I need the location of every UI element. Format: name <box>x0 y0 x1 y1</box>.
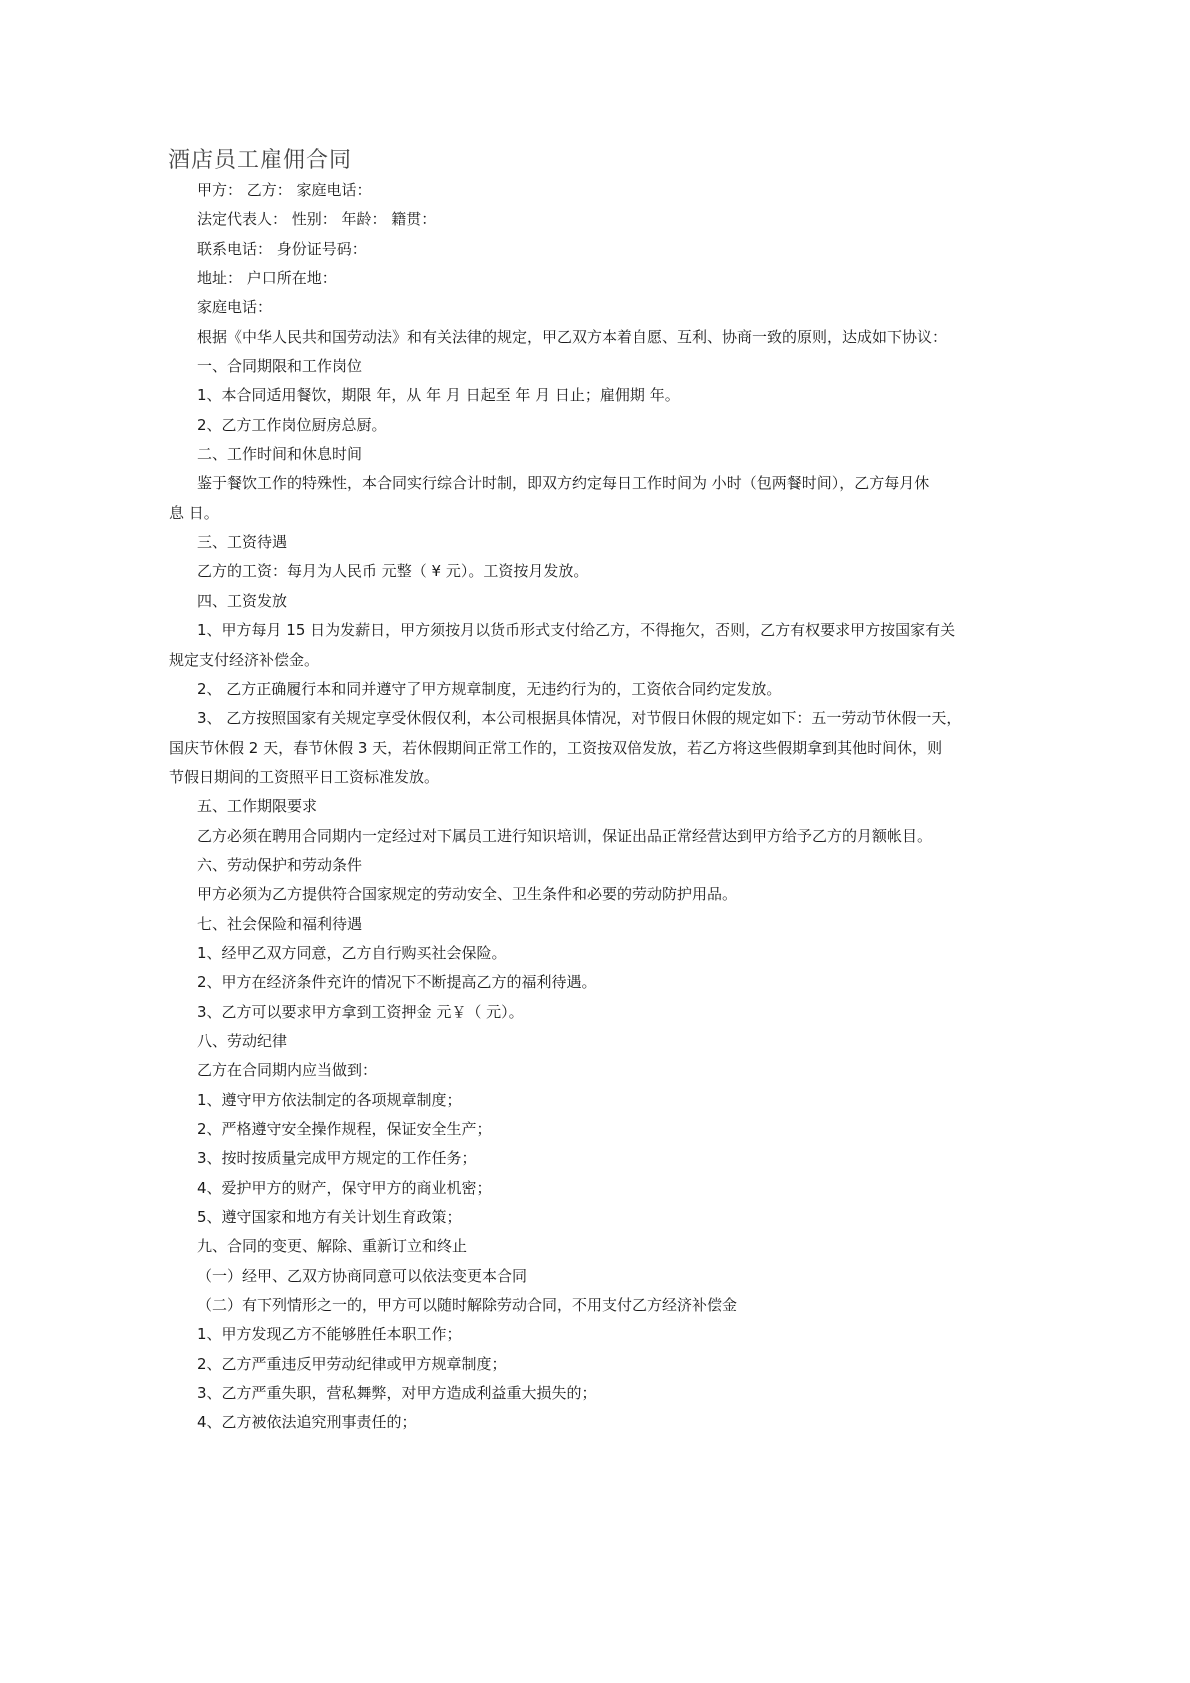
paragraph-line: 节假日期间的工资照平日工资标准发放。 <box>169 767 440 786</box>
paragraph-line: 1、遵守甲方依法制定的各项规章制度； <box>197 1090 462 1109</box>
paragraph-line: 联系电话： 身份证号码： <box>197 239 367 258</box>
paragraph-line: 九、合同的变更、解除、重新订立和终止 <box>197 1237 468 1256</box>
paragraph-line: 1、经甲乙双方同意，乙方自行购买社会保险。 <box>197 943 507 962</box>
paragraph-line: 甲方必须为乙方提供符合国家规定的劳动安全、卫生条件和必要的劳动防护用品。 <box>197 885 738 904</box>
paragraph-line: 1、甲方每月 15 日为发薪日，甲方须按月以货币形式支付给乙方，不得拖欠，否则，乙方有权要求甲方按国家有关 <box>197 621 956 640</box>
document-body <box>169 176 1029 1438</box>
paragraph-line: 2、 乙方正确履行本和同并遵守了甲方规章制度，无违约行为的，工资依合同约定发放。 <box>197 679 782 698</box>
paragraph-line: 2、甲方在经济条件充许的情况下不断提高乙方的福利待遇。 <box>197 973 597 992</box>
paragraph-line: 一、合同期限和工作岗位 <box>197 357 363 376</box>
paragraph-line: 地址： 户口所在地： <box>197 269 337 288</box>
paragraph-line: 1、本合同适用餐饮，期限 年，从 年 月 日起至 年 月 日止；雇佣期 年。 <box>197 386 680 405</box>
paragraph-line: 2、乙方工作岗位厨房总厨。 <box>197 415 387 434</box>
paragraph-line: 乙方必须在聘用合同期内一定经过对下属员工进行知识培训，保证出品正常经营达到甲方给予乙方的月额帐目。 <box>197 826 933 845</box>
paragraph-line: （一）经甲、乙双方协商同意可以依法变更本合同 <box>197 1266 528 1285</box>
paragraph-line: 三、工资待遇 <box>197 533 288 552</box>
paragraph-line: 乙方在合同期内应当做到： <box>197 1061 378 1080</box>
paragraph-line: 规定支付经济补偿金。 <box>169 650 320 669</box>
paragraph-line: 鉴于餐饮工作的特殊性，本合同实行综合计时制，即双方约定每日工作时间为 小时（包两餐时间），乙方每月休 <box>197 474 930 493</box>
paragraph-line: 四、工资发放 <box>197 591 288 610</box>
paragraph-line: 五、工作期限要求 <box>197 797 318 816</box>
paragraph-line: （二）有下列情形之一的，甲方可以随时解除劳动合同，不用支付乙方经济补偿金 <box>197 1296 738 1315</box>
paragraph-line: 甲方： 乙方： 家庭电话： <box>197 181 372 199</box>
paragraph-line: 5、遵守国家和地方有关计划生育政策； <box>197 1208 462 1227</box>
paragraph-line: 息 日。 <box>169 503 219 522</box>
paragraph-line: 六、劳动保护和劳动条件 <box>197 855 363 874</box>
paragraph-line: 3、按时按质量完成甲方规定的工作任务； <box>197 1149 477 1168</box>
paragraph-line: 3、乙方严重失职，营私舞弊，对甲方造成利益重大损失的； <box>197 1384 597 1403</box>
paragraph-line: 根据《中华人民共和国劳动法》和有关法律的规定，甲乙双方本着自愿、互利、协商一致的原则，达成如下协议： <box>197 327 948 346</box>
paragraph-line: 4、乙方被依法追究刑事责任的； <box>197 1413 417 1432</box>
paragraph-line: 七、社会保险和福利待遇 <box>197 914 363 933</box>
paragraph-line: 3、乙方可以要求甲方拿到工资押金 元￥（ 元）。 <box>197 1002 524 1021</box>
paragraph-line: 八、劳动纪律 <box>197 1031 288 1050</box>
paragraph-line: 2、乙方严重违反甲劳动纪律或甲方规章制度； <box>197 1354 507 1373</box>
paragraph-line: 家庭电话： <box>197 298 273 317</box>
paragraph-line: 2、严格遵守安全操作规程，保证安全生产； <box>197 1120 492 1138</box>
paragraph-line: 3、 乙方按照国家有关规定享受休假仅利，本公司根据具体情况，对节假日休假的规定如下：五一劳动节休假一天， <box>197 709 962 728</box>
paragraph-line: 法定代表人： 性别： 年龄： 籍贯： <box>197 210 437 229</box>
paragraph-line: 国庆节休假 2 天，春节休假 3 天，若休假期间正常工作的，工资按双倍发放，若乙方将这些假期拿到其他时间休，则 <box>169 738 943 757</box>
paragraph-line: 乙方的工资：每月为人民币 元整（ ¥ 元）。工资按月发放。 <box>197 562 589 581</box>
paragraph-line: 二、工作时间和休息时间 <box>197 445 363 464</box>
paragraph-line: 4、爱护甲方的财产，保守甲方的商业机密； <box>197 1178 492 1197</box>
paragraph-line: 1、甲方发现乙方不能够胜任本职工作； <box>197 1325 462 1344</box>
document-title: 酒店员工雇佣合同 <box>168 148 353 173</box>
